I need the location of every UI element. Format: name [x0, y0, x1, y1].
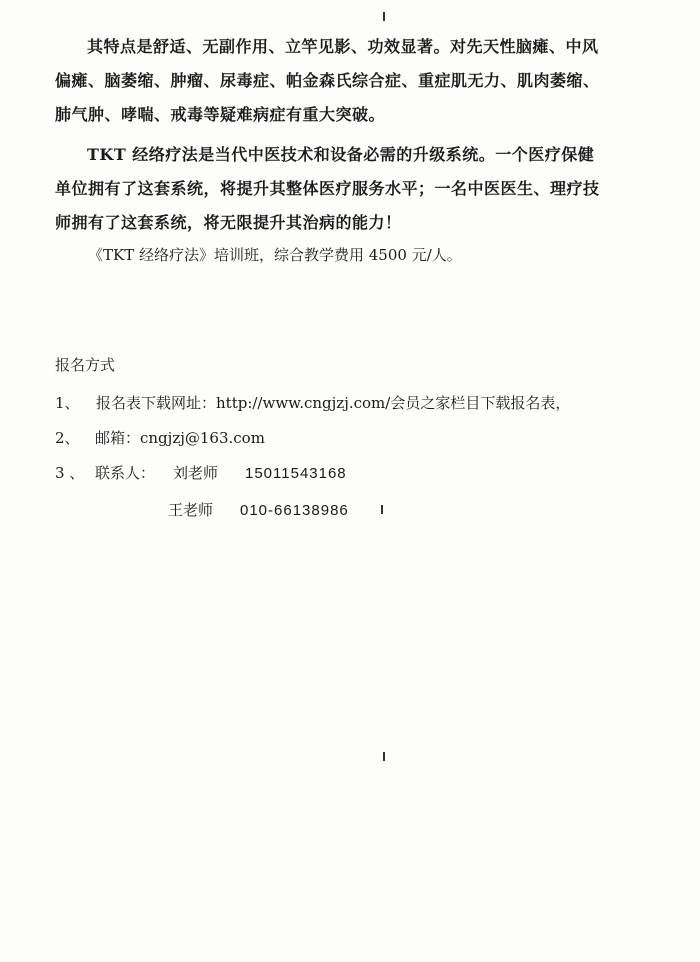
item-number: 1、	[55, 394, 80, 412]
contact-name: 王老师	[168, 501, 214, 519]
item-number: 3 、	[55, 464, 85, 482]
paragraph-tkt-system: TKT 经络疗法是当代中医技术和设备必需的升级系统。一个医疗保健单位拥有了这套系统，将提升其整体医疗服务水平；一名中医医生、理疗技师拥有了这套系统，将无限提升其治病的能力！	[55, 145, 600, 232]
course-fee-line: 《TKT 经络疗法》培训班，综合教学费用 4500 元/人。	[88, 246, 462, 264]
registration-contact-second	[168, 498, 349, 523]
paragraph-features: 其特点是舒适、无副作用、立竿见影、功效显著。对先天性脑瘫、中风偏瘫、脑萎缩、肿瘤、尿毒症、帕金森氏综合症、重症肌无力、肌肉萎缩、肺气肿、哮喘、戒毒等疑难病症有重大突破。	[55, 37, 600, 124]
registration-item-email	[55, 426, 265, 450]
contact-name: 刘老师	[173, 464, 219, 482]
contact-phone: 010-66138986	[240, 502, 349, 519]
registration-title: 报名方式	[55, 356, 116, 374]
scan-mark	[383, 12, 385, 21]
scan-mark	[381, 505, 383, 514]
download-url-text: 报名表下载网址：http://www.cngjzj.com/会员之家栏目下载报名表，	[96, 394, 571, 412]
registration-item-download	[55, 391, 570, 415]
contact-phone: 15011543168	[245, 465, 347, 482]
item-number: 2、	[55, 429, 80, 447]
scan-mark	[383, 752, 385, 761]
email-text: 邮箱：cngjzj@163.com	[95, 429, 265, 447]
contact-label: 联系人：	[95, 464, 156, 482]
registration-item-contact	[55, 461, 347, 486]
